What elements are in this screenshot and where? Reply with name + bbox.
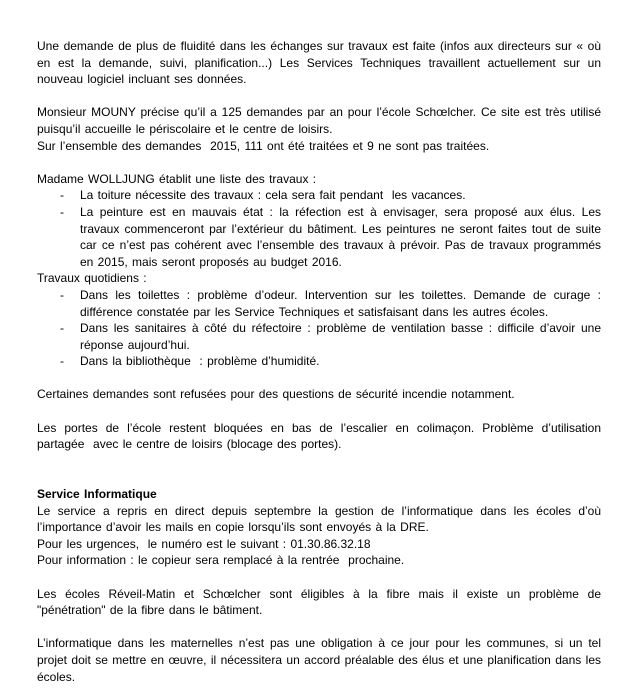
blank-line <box>37 154 601 171</box>
list-item-toilettes <box>37 287 601 320</box>
paragraph-urgences-numero: Pour les urgences, le numéro est le suivant : 01.30.86.32.18 <box>37 536 371 551</box>
blank-line <box>37 88 601 105</box>
paragraph-wolljung-intro: Madame WOLLJUNG établit une liste des travaux : <box>37 171 317 186</box>
paragraph-fibre: Les écoles Réveil-Matin et Schœlcher sont éligibles à la fibre mais il existe un problème de "pénétration" de la fibre dans le bâtiment. <box>37 586 601 618</box>
paragraph-demandes-2015: Sur l’ensemble des demandes 2015, 111 ont été traitées et 9 ne sont pas traitées. <box>37 138 490 153</box>
list-item-sanitaires <box>37 320 601 353</box>
paragraph-travaux-quotidiens: Travaux quotidiens : <box>37 271 147 286</box>
blank-line <box>37 469 601 486</box>
list-item-text: Dans les sanitaires à côté du réfectoire : problème de ventilation basse : difficile d’avoir une réponse aujourd’hui. <box>80 321 601 352</box>
list-item-toiture <box>37 187 601 204</box>
bullet-dash: - <box>60 204 64 219</box>
paragraph-refusees: Certaines demandes sont refusées pour des questions de sécurité incendie notamment. <box>37 387 515 402</box>
blank-line <box>37 453 601 470</box>
paragraph-fluidite: Une demande de plus de fluidité dans les échanges sur travaux est faite (infos aux directeurs sur « où en est la demande, suivi, planification...) Les Services Techniques travaillent actuellement sur un nouveau logiciel incluant ses données. <box>37 39 601 87</box>
blank-line <box>37 403 601 420</box>
blank-line <box>37 619 601 636</box>
list-item-text: Dans la bibliothèque : problème d’humidité. <box>80 354 320 369</box>
quotidiens-list <box>37 287 601 370</box>
paragraph-portes: Les portes de l’école restent bloquées en bas de l’escalier en colimaçon. Problème d’utilisation partagée avec le centre de loisirs (blocage des portes). <box>37 420 601 452</box>
list-item-peinture <box>37 204 601 270</box>
list-item-text: La toiture nécessite des travaux : cela sera fait pendant les vacances. <box>80 188 466 203</box>
blank-line <box>37 569 601 586</box>
travaux-list <box>37 187 601 270</box>
paragraph-information-copieur: Pour information : le copieur sera remplacé à la rentrée prochaine. <box>37 553 405 568</box>
blank-line <box>37 370 601 387</box>
list-item-text: La peinture est en mauvais état : la réfection est à envisager, sera proposé aux élus. Les travaux commenceront par l’extérieur du bâtiment. Les peintures ne seront faites tout de suite car ce n’est pas cohérent avec l’ensemble des travaux à prévoir. Pas de travaux programmés en 2015, mais seront proposés au budget 2016. <box>80 204 601 269</box>
paragraph-mouny: Monsieur MOUNY précise qu’il a 125 demandes par an pour l’école Schœlcher. Ce site est très utilisé puisqu’il accueille le périscolaire et le centre de loisirs. <box>37 105 601 136</box>
bullet-dash: - <box>60 321 64 336</box>
paragraph-service-repris: Le service a repris en direct depuis septembre la gestion de l’informatique dans les écoles d’où l’importance d’avoir les mails en copie lorsqu’ils sont envoyés à la DRE. <box>37 503 601 535</box>
bullet-dash: - <box>60 354 64 369</box>
bullet-dash: - <box>60 188 64 203</box>
paragraph-maternelles: L’informatique dans les maternelles n’est pas une obligation à ce jour pour les communes, si un tel projet doit se mettre en œuvre, il nécessitera un accord préalable des élus et une planification dans les écoles. <box>37 636 601 684</box>
list-item-bibliotheque <box>37 353 601 370</box>
section-heading-service-informatique: Service Informatique <box>37 487 157 502</box>
bullet-dash: - <box>60 287 64 302</box>
list-item-text: Dans les toilettes : problème d’odeur. Intervention sur les toilettes. Demande de curage : différence constatée par les Service Techniques et satisfaisant dans les autres écoles. <box>80 287 601 319</box>
